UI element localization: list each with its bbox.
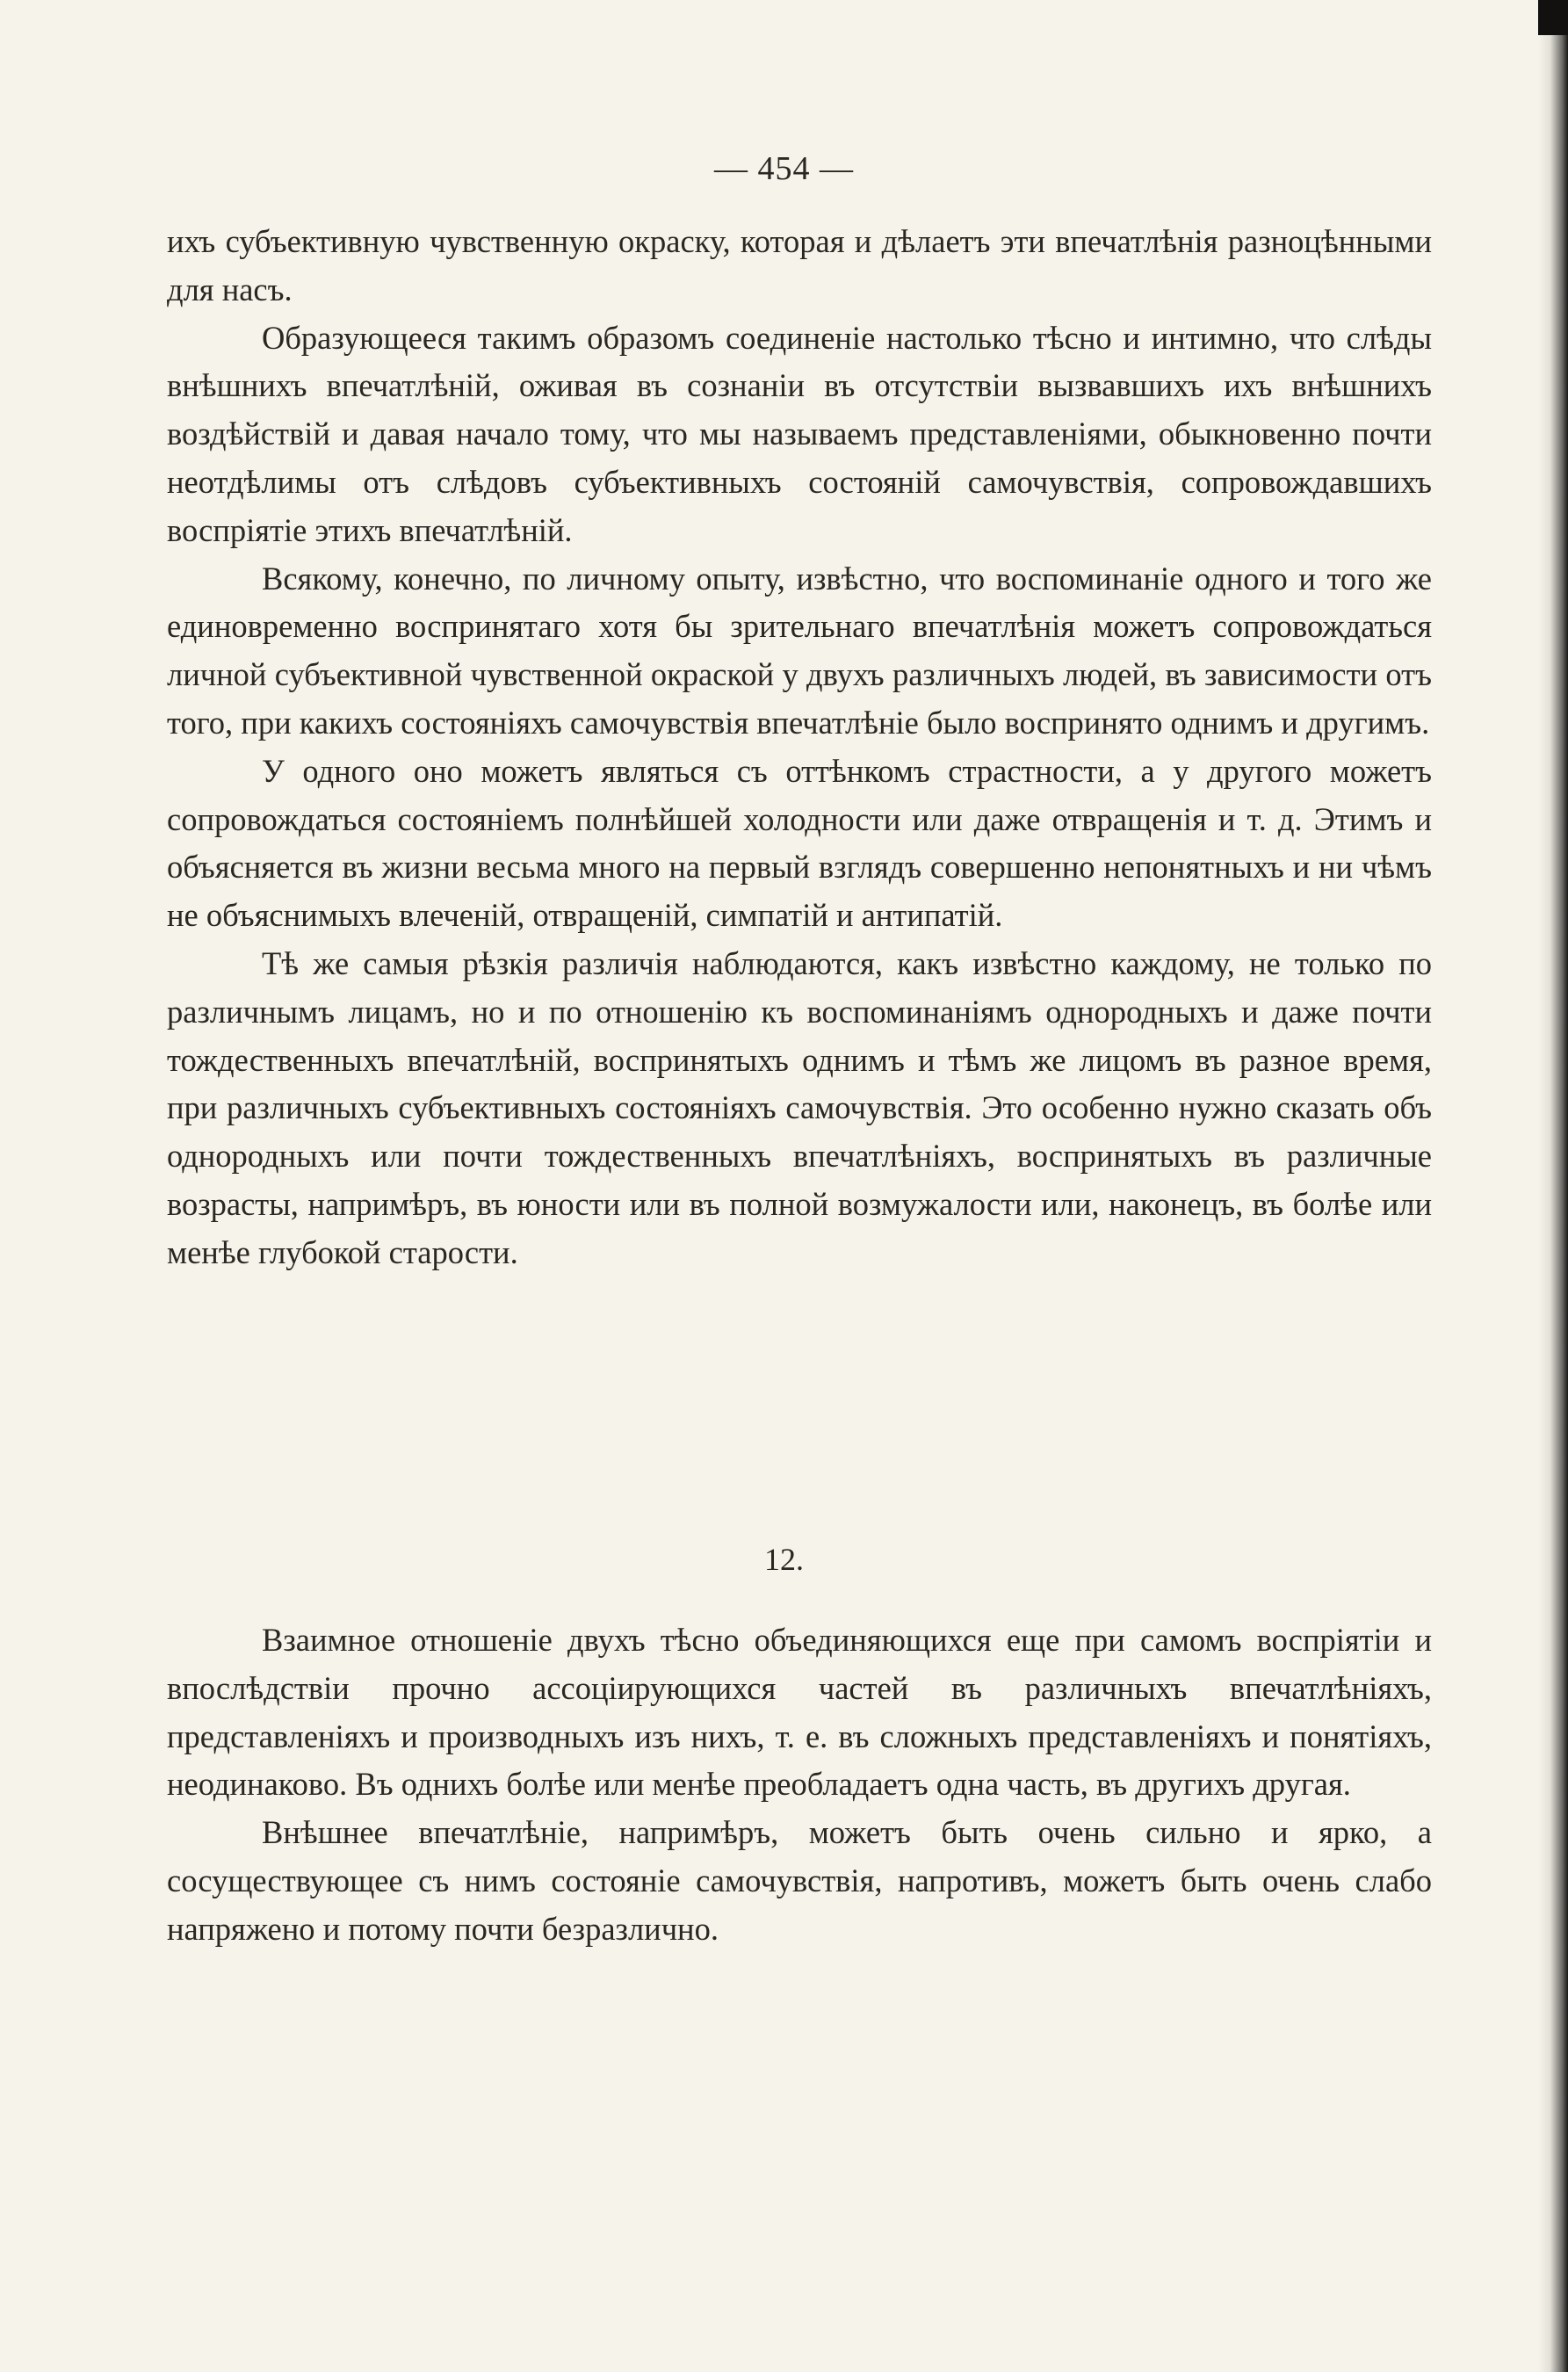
paragraph: Образующееся такимъ образомъ соединеніе настолько тѣсно и интимно, что слѣды внѣшнихъ впечатлѣній, оживая въ сознаніи въ отсутствіи вызвавшихъ ихъ внѣшнихъ воздѣйствій и давая начало тому, что мы называемъ представленіями, обыкновенно почти неотдѣлимы отъ слѣдовъ субъективныхъ состояній самочувствія, сопровождавшихъ воспріятіе этихъ впечатлѣній. (167, 319, 1432, 548)
main-text-top (167, 218, 1432, 1277)
paragraph: Внѣшнее впечатлѣніе, напримѣръ, можетъ быть очень сильно и ярко, а сосуществующее съ нимъ состояніе самочувствія, напротивъ, можетъ быть очень слабо напряжено и потому почти безразлично. (167, 1814, 1432, 1947)
paragraph: Взаимное отношеніе двухъ тѣсно объединяющихся еще при самомъ воспріятіи и впослѣдствіи прочно ассоціирующихся частей въ различныхъ впечатлѣніяхъ, представленіяхъ и производныхъ изъ нихъ, т. е. въ сложныхъ представленіяхъ и понятіяхъ, неодинаково. Въ однихъ болѣе или менѣе преобладаетъ одна часть, въ другихъ другая. (167, 1622, 1432, 1803)
paragraph: Тѣ же самыя рѣзкія различія наблюдаются, какъ извѣстно каждому, не только по различнымъ лицамъ, но и по отношенію къ воспоминаніямъ однородныхъ и даже почти тождественныхъ впечатлѣній, воспринятыхъ однимъ и тѣмъ же лицомъ въ разное время, при различныхъ субъективныхъ состояніяхъ самочувствія. Это особенно нужно сказать объ однородныхъ или почти тождественныхъ впечатлѣніяхъ, воспринятыхъ въ различные возрасты, напримѣръ, въ юности или въ полной возмужалости или, наконецъ, въ болѣе или менѣе глубокой старости. (167, 944, 1432, 1270)
page-edge-shadow (1538, 0, 1568, 2372)
page-number: — 454 — (714, 150, 854, 187)
main-text-bottom (167, 1616, 1432, 1954)
page-corner-shadow (1538, 0, 1568, 35)
paragraph: Всякому, конечно, по личному опыту, извѣстно, что воспоминаніе одного и того же единовременно воспринятаго хотя бы зрительнаго впечатлѣнія можетъ сопровождаться личной субъективной чувственной окраской у двухъ различныхъ людей, въ зависимости отъ того, при какихъ состояніяхъ самочувствія впечатлѣніе было воспринято однимъ и другимъ. (167, 560, 1432, 741)
paragraph: ихъ субъективную чувственную окраску, которая и дѣлаетъ эти впечатлѣнія разноцѣнными для насъ. (167, 223, 1432, 307)
paragraph: У одного оно можетъ являться съ оттѣнкомъ страстности, а у другого можетъ сопровождаться состояніемъ полнѣйшей холодности или даже отвращенія и т. д. Этимъ и объясняется въ жизни весьма много на первый взглядъ совершенно непонятныхъ и ни чѣмъ не объяснимыхъ влеченій, отвращеній, симпатій и антипатій. (167, 752, 1432, 934)
section-number: 12. (764, 1542, 804, 1577)
